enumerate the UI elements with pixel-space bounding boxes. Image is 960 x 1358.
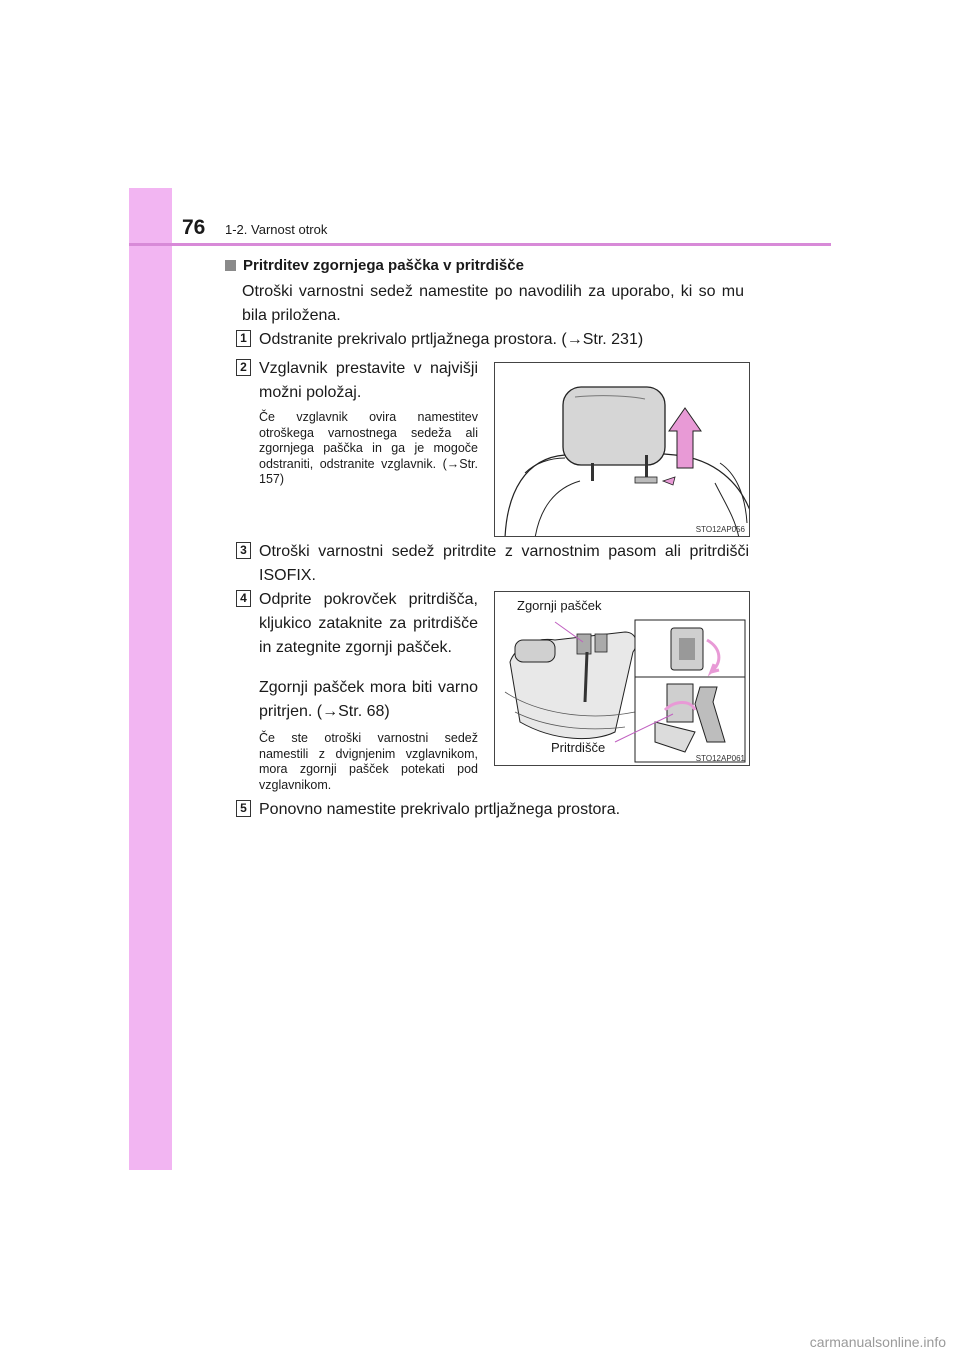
step-number-1: 1 (236, 330, 251, 347)
watermark: carmanualsonline.info (809, 1334, 946, 1350)
anchor-illustration (495, 592, 750, 766)
section-heading-text: Pritrditev zgornjega paščka v pritrdišče (243, 257, 524, 274)
figure-code: STO12AP061 (695, 754, 745, 763)
square-bullet-icon (225, 260, 236, 271)
step-4-text: Odprite pokrovček pritrdišča, kljukico zataknite za pritrdišče in zategnite zgornji pašček. (259, 591, 478, 656)
step-4-note: Če ste otroški varnostni sedež namestili z dvignjenim vzglavnikom, mora zgornji pašček potekati pod vzglavnikom. (259, 731, 478, 792)
step-number-2: 2 (236, 359, 251, 376)
figure-anchor (494, 591, 750, 766)
step-2-text: Vzglavnik prestavite v najvišji možni položaj. (259, 360, 478, 401)
step-5-text: Ponovno namestite prekrivalo prtljažnega prostora. (259, 801, 621, 818)
header-rule (129, 243, 831, 246)
step-4-text-2: Zgornji pašček mora biti varno pritrjen. (→Str. 68) (259, 679, 478, 720)
headrest-illustration (495, 363, 750, 537)
step-number-3: 3 (236, 542, 251, 559)
step-3-text: Otroški varnostni sedež pritrdite z varnostnim pasom ali pritrdišči ISOFIX. (259, 543, 749, 584)
section-heading (225, 257, 524, 274)
chapter-title: 1-2. Varnost otrok (225, 222, 328, 237)
page-number: 76 (182, 216, 206, 239)
step-number-5: 5 (236, 800, 251, 817)
figure-code: STO12AP056 (695, 525, 745, 534)
callout-top-strap: Zgornji pašček (517, 598, 602, 613)
step-2-note: Če vzglavnik ovira namestitev otroškega varnostnega sedeža ali zgornjega paščka in ga je mogoče odstraniti, odstranite vzglavnik. (→Str. 157) (259, 410, 478, 486)
step-1-text: Odstranite prekrivalo prtljažnega prostora. (→Str. 231) (259, 331, 644, 348)
figure-headrest (494, 362, 750, 537)
callout-anchor: Pritrdišče (551, 740, 606, 755)
intro-text: Otroški varnostni sedež namestite po navodilih za uporabo, ki so mu bila priložena. (242, 283, 744, 324)
step-number-4: 4 (236, 590, 251, 607)
side-tab-band (129, 188, 172, 1170)
